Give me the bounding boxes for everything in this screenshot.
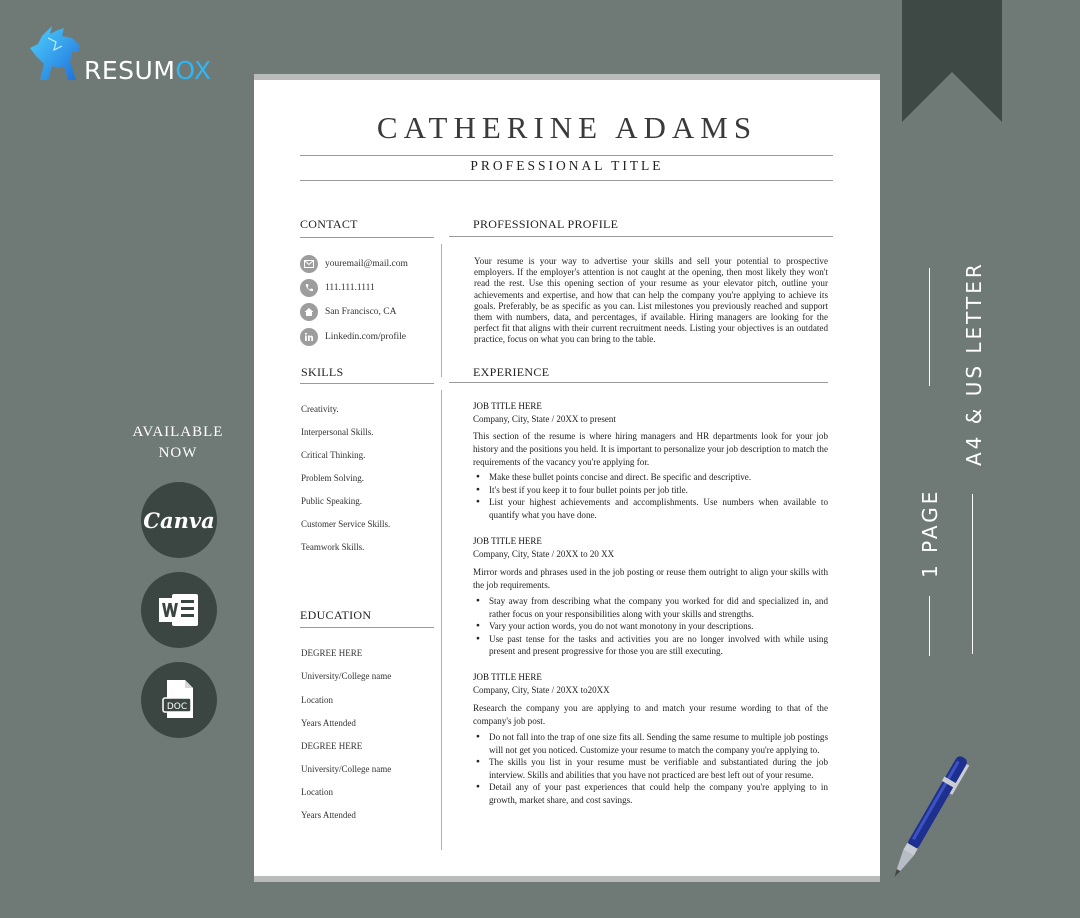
phone-icon [300,279,318,297]
skill-item: Creativity. [301,404,339,414]
professional-title: PROFESSIONAL TITLE [470,158,664,173]
education-item: Years Attended [301,810,356,820]
job-bullet: ● The skills you list in your resume must be verifiable and substantiated during the job interview. Skills and abilities that you have not practiced are best left out of your resume. [473,756,828,781]
envelope-icon [300,255,318,273]
contact-location-text: San Francisco, CA [325,307,397,317]
job-company: Company, City, State / 20XX to present [473,414,616,424]
skill-item: Customer Service Skills. [301,519,391,529]
job-bullets [473,731,828,807]
skills-heading: SKILLS [301,365,344,379]
contact-location [300,303,397,321]
profile-heading: PROFESSIONAL PROFILE [473,217,619,231]
job-company: Company, City, State / 20XX to20XX [473,685,610,695]
experience-rule [449,382,828,383]
canva-badge [141,482,217,558]
job-bullet: ● Vary your action words, you do not want monotony in your descriptions. [473,620,828,633]
word-badge [141,572,217,648]
job-bullet: ● List your highest achievements and accomplishments. Use numbers when available to quantify what you have done. [473,496,828,521]
job-bullet: ● Detail any of your past experiences that could help the company you're applying to in growth, market share, and cost savings. [473,781,828,806]
side-line-1 [929,268,930,386]
side-line-2 [929,596,930,656]
education-item: Location [301,695,333,705]
job-bullet: ● Do not fall into the trap of one size fits all. Sending the same resume to multiple job postings will not get you noticed. Customize your resume to match the company you're applying to. [473,731,828,756]
contact-heading: CONTACT [300,217,358,231]
education-item: Location [301,787,333,797]
skill-item: Interpersonal Skills. [301,427,374,437]
bull-icon [28,22,84,84]
job-description: This section of the resume is where hiring managers and HR departments look for your job history and the positions you held. It is important to personalize your job description to match the requirements of the vacancy you're applying for. [473,431,828,467]
contact-linkedin [300,328,406,346]
contact-email-text: youremail@mail.com [325,259,408,269]
job-description: Mirror words and phrases used in the job posting or reuse them outright to align your skills with the job requirements. [473,567,828,590]
experience-heading: EXPERIENCE [473,365,550,379]
format-label: A4 & US LETTER [962,261,986,466]
contact-phone [300,279,375,297]
job-bullets [473,471,828,521]
education-item: University/College name [301,671,392,681]
home-icon [300,303,318,321]
education-item: DEGREE HERE [301,648,363,658]
pen-image [878,744,978,894]
bookmark-ribbon [902,0,1002,122]
page-count-label: 1 PAGE [918,488,942,578]
job-description: Research the company you are applying to and match your resume wording to that of the company's job post. [473,703,828,726]
side-line-3 [972,494,973,654]
profile-rule [449,236,833,237]
job-bullet: ● Stay away from describing what the company you worked for did and specialized in, and rather focus on your responsibilities along with your skills and strengths. [473,595,828,620]
education-item: University/College name [301,764,392,774]
contact-phone-text: 111.111.1111 [325,283,375,293]
job-bullet: ● It's best if you keep it to four bullet points per job title. [473,484,828,497]
title-divider-top [300,155,833,156]
doc-badge [141,662,217,738]
linkedin-icon [300,328,318,346]
job-title: JOB TITLE HERE [473,672,542,682]
job-bullets [473,595,828,658]
canva-logo: Canva [143,507,215,533]
resumox-logo [28,22,228,88]
profile-text: Your resume is your way to advertise your skills and sell your potential to prospective employers. If the employer's attention is not caught at the opening, then most likely they won't read the rest. Use this opening section of your resume as your elevator pitch, outline your achievements and expertise, and how that can help the company you're applying to achieve its goals. Preferably, be as specific as you can. List milestones you previously reached and support them with numbers, data, and percentages, if available. Hiring managers are looking for the perfect fit that aligns with their current recruitment needs. Listing your objectives is an outdated practice, focus on what you can bring to the table. [474,256,828,345]
education-item: DEGREE HERE [301,741,363,751]
job-bullet: ● Use past tense for the tasks and activities you are no longer involved with while using present and present progressive for those you are still executing. [473,633,828,658]
column-divider-bottom [441,390,442,850]
svg-text:DOC: DOC [166,702,188,712]
skill-item: Critical Thinking. [301,450,366,460]
word-icon [156,590,202,630]
column-divider-top [441,244,442,377]
skills-rule [300,383,434,384]
contact-rule [300,237,434,238]
resume-name: CATHERINE ADAMS [376,110,758,145]
job-title: JOB TITLE HERE [473,536,542,546]
contact-linkedin-text: Linkedin.com/profile [325,332,406,342]
resume-page [254,80,880,876]
education-rule [300,627,434,628]
doc-file-icon [159,678,199,722]
available-now-label: AVAILABLE NOW [132,424,224,461]
skill-item: Public Speaking. [301,496,362,506]
contact-email [300,255,408,273]
title-divider-bottom [300,180,833,181]
skill-item: Problem Solving. [301,473,365,483]
job-company: Company, City, State / 20XX to 20 XX [473,549,615,559]
job-title: JOB TITLE HERE [473,401,542,411]
job-bullet: ● Make these bullet points concise and direct. Be specific and descriptive. [473,471,828,484]
skill-item: Teamwork Skills. [301,542,365,552]
education-item: Years Attended [301,718,356,728]
brand-name: RESUMOX [84,56,212,85]
education-heading: EDUCATION [300,608,372,622]
